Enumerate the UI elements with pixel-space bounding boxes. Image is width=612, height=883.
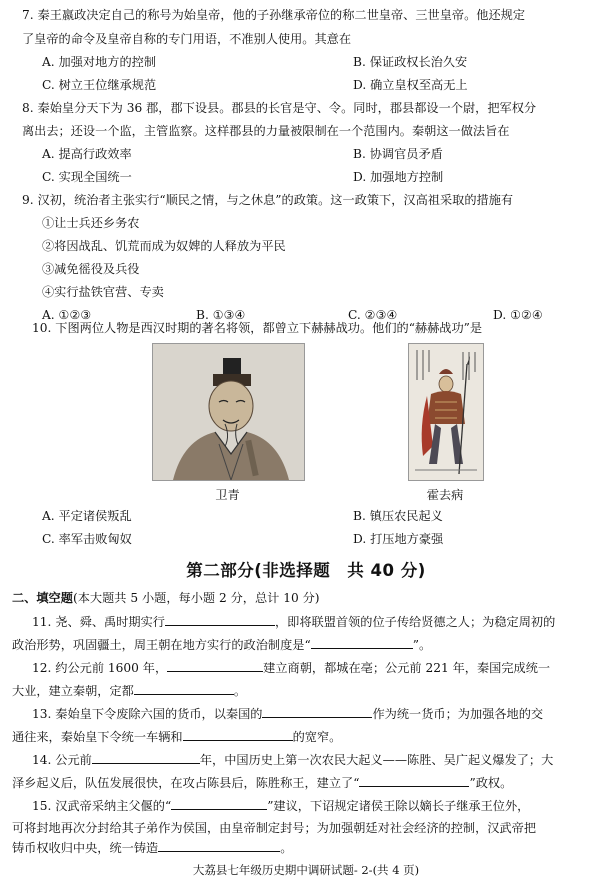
caption-wei-qing: 卫青 [215, 488, 240, 502]
q10-option-c[interactable]: C. 率军击败匈奴 [42, 532, 132, 546]
page-footer: 大荔县七年级历史期中调研试题- 2-(共 4 页) [192, 863, 420, 877]
q9-stem-line1: 9. 汉初，统治者主张实行“顺民之情，与之休息”的政策。这一政策下，汉高祖采取的措施有 [22, 193, 514, 207]
q11-blank-1[interactable] [165, 614, 275, 626]
q13-text-d: 的宽窄。 [292, 730, 342, 744]
q15-blank-2[interactable] [158, 840, 280, 852]
q10-option-d[interactable]: D. 打压地方豪强 [353, 532, 444, 546]
q11-text-a: 11. 尧、舜、禹时期实行 [32, 615, 165, 629]
q8-option-d[interactable]: D. 加强地方控制 [353, 170, 444, 184]
portrait-wei-qing [152, 343, 305, 481]
q11-line2 [12, 637, 431, 653]
q11-text-b: ，即将联盟首领的位子传给贤德之人；为稳定周初的 [274, 615, 556, 629]
q12-text-c: 大业，建立秦朝，定都 [12, 684, 134, 698]
q15-line3 [12, 840, 292, 856]
q9-option-b[interactable]: B. ①③④ [196, 308, 246, 322]
q12-blank-2[interactable] [134, 683, 234, 695]
q13-text-c: 通往来，秦始皇下令统一车辆和 [12, 730, 183, 744]
q14-line1 [32, 752, 553, 768]
q13-blank-2[interactable] [183, 729, 293, 741]
caption-huo-qubing: 霍去病 [426, 488, 464, 502]
q14-line2 [12, 775, 512, 791]
q14-blank-2[interactable] [359, 775, 469, 787]
q8-option-a[interactable]: A. 提高行政效率 [42, 147, 132, 161]
q10-stem-line1: 10. 下图两位人物是西汉时期的著名将领，都曾立下赫赫战功。他们的“赫赫战功”是 [32, 321, 483, 335]
q11-line1 [32, 614, 555, 630]
q9-item-1: ①让士兵还乡务农 [42, 216, 140, 230]
q10-option-a[interactable]: A. 平定诸侯叛乱 [42, 509, 132, 523]
q12-text-b: 建立商朝，都城在亳；公元前 221 年，秦国完成统一 [263, 661, 551, 675]
q12-text-a: 12. 约公元前 1600 年， [32, 661, 168, 675]
q14-text-d: ”政权。 [469, 776, 513, 790]
q14-text-b: 年，中国历史上第一次农民大起义——陈胜、吴广起义爆发了；大 [199, 753, 554, 767]
q7-stem-line2: 了皇帝的命令及皇帝自称的专门用语，不准别人使用。其意在 [22, 32, 352, 46]
q13-line1 [32, 706, 543, 722]
section-heading-label: 二、填空题 [12, 591, 73, 605]
q12-line1 [32, 660, 550, 676]
q11-blank-2[interactable] [311, 637, 413, 649]
q15-text-b: ”建议，下诏规定诸侯王除以嫡长子继承王位外， [267, 799, 530, 813]
q15-line1 [32, 798, 529, 814]
q15-line2: 可将封地再次分封给其子弟作为侯国，由皇帝制定封号；为加强朝廷对社会经济的控制，汉武帝把 [12, 821, 537, 835]
part2-title: 第二部分(非选择题 共 40 分) [186, 561, 426, 580]
q15-text-d: 铸币权收归中央，统一铸造 [12, 841, 159, 855]
q8-stem-line2: 离出去；还设一个监，主管监察。这样郡县的力量被限制在一个范围内。秦朝这一做法旨在 [22, 124, 510, 138]
q14-text-c: 泽乡起义后，队伍发展很快，在攻占陈县后，陈胜称王，建立了“ [12, 776, 360, 790]
q13-blank-1[interactable] [262, 706, 372, 718]
q9-item-4: ④实行盐铁官营、专卖 [42, 285, 164, 299]
q15-blank-1[interactable] [171, 798, 267, 810]
q13-line2 [12, 729, 341, 745]
q7-stem-line1: 7. 秦王嬴政决定自己的称号为始皇帝，他的子孙继承帝位的称二世皇帝、三世皇帝。他还规定 [22, 8, 526, 22]
q8-option-b[interactable]: B. 协调官员矛盾 [353, 147, 443, 161]
section-heading [12, 591, 320, 606]
q15-text-a: 15. 汉武帝采纳主父偃的“ [32, 799, 172, 813]
q14-text-a: 14. 公元前 [32, 753, 92, 767]
q8-stem-line1: 8. 秦始皇分天下为 36 郡，郡下设县。郡县的长官是守、令。同时，郡县都设一个尉，把军权分 [22, 101, 537, 115]
q7-option-c[interactable]: C. 树立王位继承规范 [42, 78, 157, 92]
q9-item-2: ②将因战乱、饥荒而成为奴婢的人释放为平民 [42, 239, 286, 253]
q14-blank-1[interactable] [92, 752, 200, 764]
q12-line2 [12, 683, 246, 699]
q7-option-a[interactable]: A. 加强对地方的控制 [42, 55, 157, 69]
q7-option-b[interactable]: B. 保证政权长治久安 [353, 55, 468, 69]
q12-blank-1[interactable] [167, 660, 263, 672]
q10-option-b[interactable]: B. 镇压农民起义 [353, 509, 443, 523]
q8-option-c[interactable]: C. 实现全国统一 [42, 170, 132, 184]
q13-text-a: 13. 秦始皇下令废除六国的货币，以秦国的 [32, 707, 263, 721]
section-heading-note: (本大题共 5 小题，每小题 2 分，总计 10 分) [72, 591, 320, 605]
q7-option-d[interactable]: D. 确立皇权至高无上 [353, 78, 468, 92]
q15-text-e: 。 [280, 841, 293, 855]
portrait-huo-qubing [408, 343, 484, 481]
q9-option-a[interactable]: A. ①②③ [42, 308, 92, 322]
q11-text-d: ”。 [412, 638, 432, 652]
q9-item-3: ③减免徭役及兵役 [42, 262, 140, 276]
q9-option-c[interactable]: C. ②③④ [348, 308, 398, 322]
q12-text-d: 。 [233, 684, 247, 698]
q13-text-b: 作为统一货币；为加强各地的交 [372, 707, 544, 721]
q9-option-d[interactable]: D. ①②④ [493, 308, 543, 322]
q11-text-c: 政治形势，巩固疆土，周王朝在地方实行的政治制度是“ [12, 638, 311, 652]
